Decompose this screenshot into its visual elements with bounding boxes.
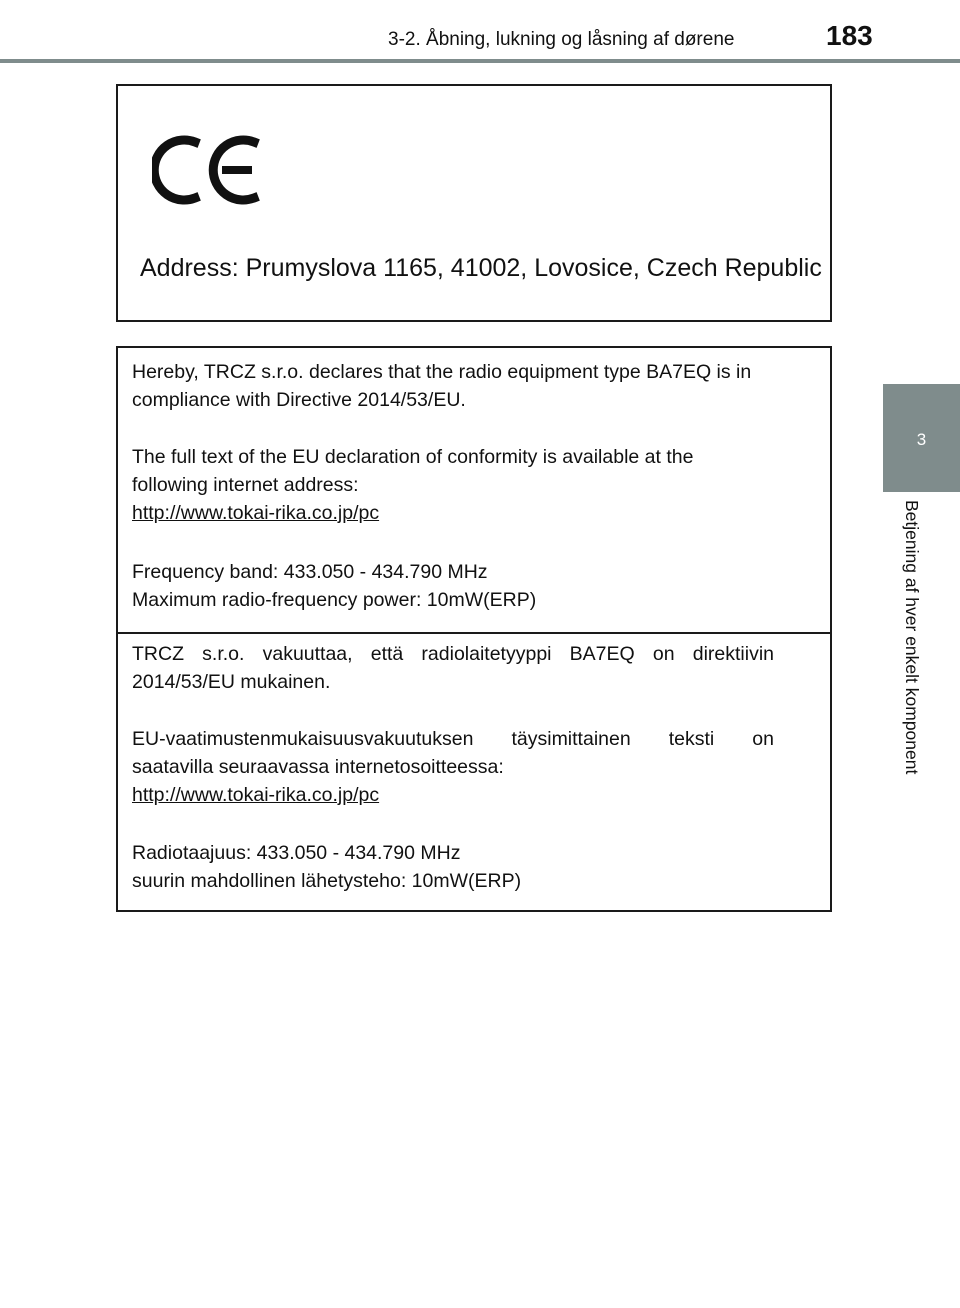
fi-fulltext-line1 (132, 725, 774, 753)
fi-word: EU-vaatimustenmukaisuusvakuutuksen (132, 728, 474, 750)
en-declaration (132, 358, 751, 414)
fi-declaration-line1 (132, 640, 774, 668)
fi-word: täysimittainen (511, 728, 631, 750)
chapter-number: 3 (916, 430, 927, 449)
en-frequency: Frequency band: 433.050 - 434.790 MHz (132, 561, 488, 583)
fi-fulltext (132, 725, 774, 809)
chapter-title-wrap (898, 500, 926, 820)
en-declaration-line2: compliance with Directive 2014/53/EU. (132, 389, 466, 411)
fi-word: radiolaitetyyppi (421, 643, 552, 665)
en-fulltext-line2: following internet address: (132, 474, 359, 496)
fi-declaration (132, 640, 774, 696)
chapter-title: Betjening af hver enkelt komponent (902, 500, 922, 775)
fi-power: suurin mahdollinen lähetysteho: 10mW(ERP) (132, 870, 522, 892)
page-number: 183 (826, 20, 873, 51)
en-fulltext (132, 443, 693, 527)
en-power: Maximum radio-frequency power: 10mW(ERP) (132, 589, 537, 611)
fi-word: on (652, 643, 675, 665)
fi-word: teksti (668, 728, 715, 750)
fi-word: s.r.o. (202, 643, 245, 665)
ce-mark-logo (152, 128, 260, 212)
fi-word: BA7EQ (569, 643, 635, 665)
fi-word: on (752, 728, 774, 750)
declaration-box (116, 346, 832, 912)
fi-word: TRCZ (132, 643, 184, 665)
en-fulltext-line1: The full text of the EU declaration of conformity is available at the (132, 446, 694, 468)
section-title: 3-2. Åbning, lukning og låsning af dørene (388, 29, 735, 50)
fi-declaration-line2: 2014/53/EU mukainen. (132, 671, 331, 693)
fi-word: direktiivin (692, 643, 774, 665)
en-specs (132, 558, 536, 614)
fi-word: että (370, 643, 404, 665)
fi-fulltext-line2: saatavilla seuraavassa internetosoitteessa: (132, 756, 504, 778)
chapter-tab (883, 384, 960, 492)
fi-specs (132, 839, 521, 895)
fi-word: vakuuttaa, (262, 643, 353, 665)
header-rule (0, 59, 960, 63)
ce-label-box (116, 84, 832, 322)
fi-url-link[interactable]: http://www.tokai-rika.co.jp/pc (132, 784, 380, 806)
en-declaration-line1: Hereby, TRCZ s.r.o. declares that the radio equipment type BA7EQ is in (132, 361, 752, 383)
en-url-link[interactable]: http://www.tokai-rika.co.jp/pc (132, 502, 380, 524)
fi-frequency: Radiotaajuus: 433.050 - 434.790 MHz (132, 842, 461, 864)
section-divider (118, 632, 830, 634)
manufacturer-address: Address: Prumyslova 1165, 41002, Lovosice, Czech Republic (140, 254, 822, 282)
